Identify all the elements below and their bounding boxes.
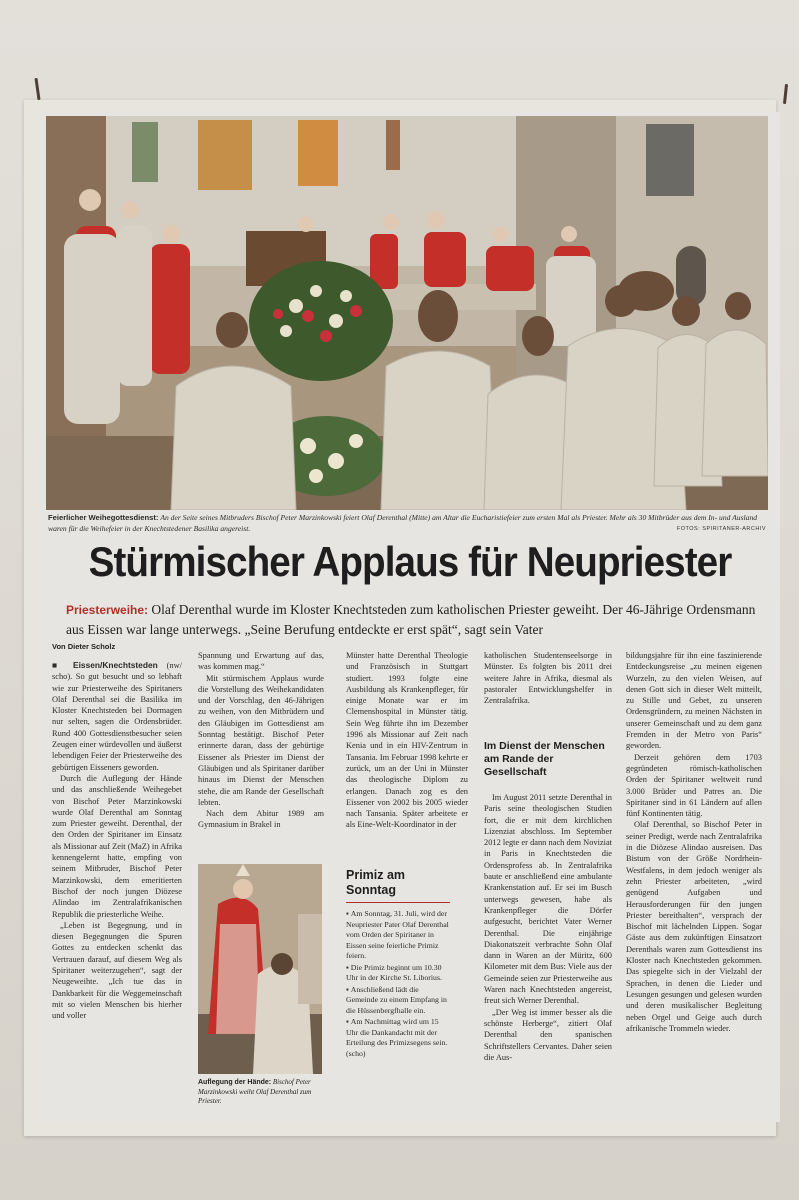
inset-caption-label: Auflegung der Hände:	[198, 1079, 272, 1086]
primiz-item	[346, 963, 450, 984]
col5-paragraph-2: Derzeit gehören dem 1703 gegründeten römisch-katholischen Orden der Spiritaner weltweit rund 3.000 Brüder und Patres an. Die Spiritaner sind in 61 Ländern auf allen fünf Kontinenten tätig.	[626, 752, 762, 819]
col2-paragraph-1: Spannung und Erwartung auf das, was kommen mag.“	[198, 651, 324, 672]
col5-paragraph-3: Olaf Derenthal, so Bischof Peter in seiner Predigt, werde nach Zentralafrika in die Diözese Alindao ausreisen. Das Bistum von der Größe Nordrhein-Westfalens, in dem jedoch weniger als zehn Priester arbeiteten, „wird genügend Aufgaben und Herausforderungen für den jungen Priester bereithalten“, versprach der Bischof mit lächelnden Lippen. Sogar Gäste aus dem zukünftigen Einsatzort Derenthals waren zum Gottesdienst ins Kloster nach Knechtsteden gekommen. Das spiegelte sich in der Vielzahl der Sprachen, in denen die Lieder und Lesungen gesungen und gelesen wurden und deren musikalischer Begleitung neben Orgel und Geige auch durch afrikanische Trommeln wieder.	[626, 820, 762, 1033]
col3-paragraph-1: Münster hatte Derenthal Theologie und Französisch in Stuttgart studiert. 1993 folgte eine Ausbildung als Krankenpfleger, für einige Monate war er im Clemenshospital in Münster tätig. Sein Weg führte ihn im Dezember 1996 als Missionar auf Zeit nach Kenia und in ein HIV-Zentrum in Tansania. Im Februar 1998 kehrte er zurück, um an der Uni in Münster das theologische Diplom zu erlangen. Danach zog es den Eissener von 2002 bis 2005 wieder nach Tansania. Später arbeitete er als Eine-Welt-Koordinator in der	[346, 651, 468, 830]
deck-text: Olaf Derenthal wurde im Kloster Knechtsteden zum katholischen Priester geweiht. Der 46-Jährige Ordensmann aus Eissen war lange unterwegs. „Seine Berufung entdeckte er erst spät“, sagt sein Vater	[66, 602, 756, 637]
primiz-item-text: Am Sonntag, 31. Juli, wird der Neupriester Pater Olaf Derenthal vom Orden der Spiritaner in Eissen seine feierliche Primiz feiern.	[346, 909, 449, 960]
pin-left	[34, 78, 40, 100]
primiz-item	[346, 985, 450, 1017]
bullet-icon: ▪	[346, 909, 349, 918]
col1-paragraph-2: Durch die Auflegung der Hände und das anschließende Weihegebet von Bischof Peter Marzinkowski wurde Olaf Derenthal am Sonntag zum Priester geweiht. Derenthal, der den Orden der Spiritaner im Einsatz als Missionar auf Zeit (MaZ) in Afrika kennengelernt hatte, empfing von seinem Mitbruder, Bischof Peter Marzinkowski, dem emeritierten Bischof der noch jungen Diözese Alindao im Zentralafrikanischen Republik die priesterliche Weihe.	[52, 773, 182, 919]
primiz-item-text: Die Primiz beginnt um 10.30 Uhr in der Kirche St. Liborius.	[346, 962, 442, 982]
article-headline: Stürmischer Applaus für Neupriester	[88, 538, 732, 585]
col1-paragraph-3: „Leben ist Begegnung, und in diesen Begegnungen die Spuren Gottes zu entdecken schenkt das Vertrauen darauf, auf diesem Weg als Spiritaner weiterzugehen“, sagt der Neugeweihte. „Ich tue das in Dankbarkeit für die Weggemeinschaft mit so vielen Menschen bis hierher und voller	[52, 920, 182, 1021]
bullet-icon: ▪	[346, 1017, 349, 1026]
laying-on-hands-illustration	[198, 864, 322, 1074]
primiz-item-text: Anschließend lädt die Gemeinde zu einem Empfang in die Hüssenbergfhalle ein.	[346, 984, 447, 1015]
bullet-icon: ▪	[346, 984, 349, 994]
article-column-5	[626, 650, 762, 1034]
deck-kicker: Priesterweihe:	[66, 603, 149, 617]
dateline-text: Eissen/Knechtsteden	[73, 660, 158, 670]
subheading: Im Dienst der Menschen am Rande der Gesellschaft	[484, 740, 605, 778]
photo-credit: FOTOS: SPIRITANER-ARCHIV	[676, 526, 766, 532]
article-column-4b	[484, 792, 612, 1063]
primiz-box-title: Primiz am Sonntag	[346, 868, 450, 903]
main-photo	[46, 116, 768, 510]
col4-paragraph-2: Im August 2011 setzte Derenthal in Paris seine theologischen Studien fort, die er mit dem kirchlichen Lizenziat abschloss. Im September 2012 legte er dann nach dem Noviziat in Paris in Knechtsteden die Ordensprofess ab. In Zentralafrika baute er anschließend eine ambulante Krankenstation auf. Er sei im Busch unterwegs gewesen, habe als Krankenpfleger die Dörfer aufgesucht, berichtet Vater Werner Derenthal. Die einjährige Diakonatszeit verbrachte Sohn Olaf dann in Waren an der Müritz, 600 Kilometer mit dem Bus: Viele aus der Gemeinde seien zur Priesterweihe aus Waren nach Knechtsteden angereist, freut sich Werner Derenthal.	[484, 793, 612, 1006]
primiz-item-text: Am Nachmittag wird um 15 Uhr die Dankandacht mit der Erteilung des Primizsegens sein.	[346, 1017, 448, 1047]
primiz-item	[346, 909, 450, 962]
article-deck	[66, 600, 770, 639]
byline: Von Dieter Scholz	[52, 642, 116, 651]
inset-caption	[198, 1078, 326, 1107]
newspaper-clipping	[40, 112, 780, 1122]
inset-photo	[198, 864, 322, 1074]
dateline: ■ Eissen/Knechtsteden	[52, 660, 158, 670]
col4-paragraph-3: „Der Weg ist immer besser als die schönste Herberge“, zitiert Olaf Derenthal den spanischen Schriftstellers Cervantes. Daher seien die Aus-	[484, 1007, 612, 1062]
col1-paragraph-1: (nw/ scho). So gut besucht und so lebhaft wie zur Priesterweihe des Spiritaners Olaf Derenthal sei die Basilika im Kloster Knechtsteden bei Dormagen nur selten, sagen die Ordensbrüder. Rund 400 Gottesdienstbesucher seien Zeugen einer würdevollen und äußerst lebendigen Feier der Priesterweihe des gebürtigen Eisseners geworden.	[52, 661, 182, 772]
primiz-info-box	[346, 868, 450, 1060]
col2-paragraph-3: Nach dem Abitur 1989 am Gymnasium in Brakel in	[198, 809, 324, 830]
primiz-item	[346, 1017, 450, 1059]
inset-caption-text: Bischof Peter Marzinkowski weiht Olaf Derenthal zum Priester.	[198, 1078, 312, 1105]
bullet-icon: ▪	[346, 962, 349, 972]
col4-paragraph-1: katholischen Studentenseelsorge in Münster. Es folgten bis 2011 drei weitere Jahre in Afrika, diesmal als pastoraler Entwicklungshelfer in Zentralafrika.	[484, 651, 612, 706]
photo-caption-label: Feierlicher Weihegottesdienst:	[48, 513, 159, 522]
article-column-2	[198, 650, 324, 831]
primiz-box-credit: (scho)	[346, 1048, 366, 1058]
article-column-1	[52, 660, 182, 1022]
article-column-4	[484, 650, 612, 706]
col2-paragraph-2: Mit stürmischem Applaus wurde die Vorstellung des Weihekandidaten und der Vorschlag, den 46-Jährigen zu weihen, von den Mitbrüdern und den Gläubigen im Gottesdienst am Sonntag bestätigt. Bischof Peter erinnerte daran, dass der gebürtige Eissener als Priester im Dienst der Gläubigen und als Spiritaner darüber hinaus im Dienst der Menschen stehe, die am Rande der Gesellschaft lebten.	[198, 673, 324, 807]
article-column-3	[346, 650, 468, 831]
photo-caption-text: An der Seite seines Mitbruders Bischof Peter Marzinkowski feiert Olaf Derenthal (Mitte) am Altar die Eucharistiefeier zum ersten Mal als Priester. Mehr als 30 Mitbrüder aus dem In- und Ausland waren für die Weihefeier in der Knechtstedener Basilika angereist.	[48, 513, 758, 533]
col5-paragraph-1: bildungsjahre für ihn eine faszinierende Entdeckungsreise „zu meinen eigenen Wurzeln, zu den vielen Weisen, auf denen Gott sich in dieser Welt mitteilt, zu Stille und Gebet, zu unseren Ordensgründern, zu meinen Nächsten in unserer Gemeinschaft und zu dem ganz Fremden in der Metro von Paris“ geworden.	[626, 651, 762, 751]
pin-right	[783, 84, 788, 104]
church-scene-illustration	[46, 116, 768, 510]
photo-caption	[48, 512, 770, 534]
